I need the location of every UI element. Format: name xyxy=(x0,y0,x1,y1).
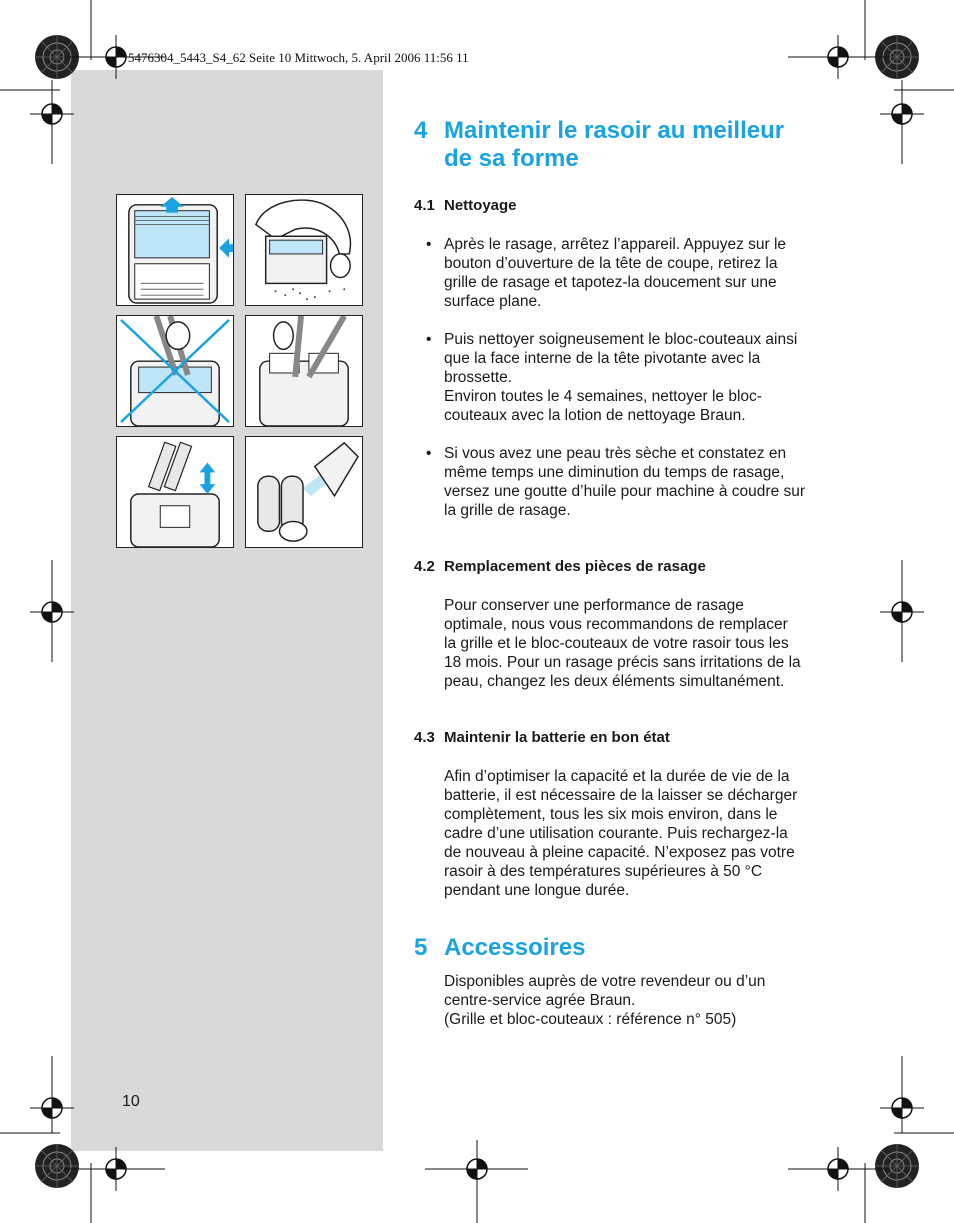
accessories-paragraph: Disponibles auprès de votre revendeur ou d’un centre-service agrée Braun. (Grille et bloc-couteaux : référence n° 505) xyxy=(444,973,766,1028)
section-4-heading xyxy=(414,117,834,173)
illustration-grid xyxy=(116,194,364,550)
section-number: 4 xyxy=(414,117,428,144)
subsection-4-3-heading: 4.3 Maintenir la batterie en bon état xyxy=(414,729,670,746)
subsection-4-2-heading: 4.2 Remplacement des pièces de rasage xyxy=(414,558,706,575)
battery-paragraph: Afin d’optimiser la capacité et la durée de vie de la batterie, il est nécessaire de la laisser se décharger complètement, tous les six mois environ, dans le cadre d’une utilisation courante. Puis rechargez-la de nouveau à pleine capacité. N’exposez pas votre rasoir à des températures supérieures à 50 °C pendant une longue durée. xyxy=(444,768,798,899)
page-number: 10 xyxy=(122,1093,140,1110)
content-column xyxy=(414,117,834,1029)
list-item: • Si vous avez une peau très sèche et constatez en même temps une diminution du temps de rasage, versez une goutte d’huile pour machine à coudre sur la grille de rasage. xyxy=(414,444,834,520)
tap-foil-illustration xyxy=(245,194,363,306)
shaver-remove-foil-illustration xyxy=(116,194,234,306)
subsection-4-1-heading: 4.1 Nettoyage xyxy=(414,197,517,214)
brush-cutter-block-illustration xyxy=(245,315,363,427)
oil-foil-illustration xyxy=(245,436,363,548)
section-title: Maintenir le rasoir au meilleur de sa forme xyxy=(444,117,785,172)
list-item: • Puis nettoyer soigneusement le bloc-couteaux ainsi que la face interne de la tête pivotante avec la brossette. Environ toutes le 4 semaines, nettoyer le bloc- couteaux avec la lotion de nettoyage Braun. xyxy=(414,330,834,425)
section-5-heading: 5 Accessoires xyxy=(414,934,586,961)
remove-cutter-blocks-illustration xyxy=(116,436,234,548)
cleaning-steps-list xyxy=(414,235,834,520)
do-not-brush-foil-illustration xyxy=(116,315,234,427)
list-item: • Après le rasage, arrêtez l’appareil. Appuyez sur le bouton d’ouverture de la tête de coupe, retirez la grille de rasage et tapotez-la doucement sur une surface plane. xyxy=(414,235,834,311)
replacement-paragraph: Pour conserver une performance de rasage optimale, nous vous recommandons de remplacer la grille et le bloc-couteaux de votre rasoir tous les 18 mois. Pour un rasage précis sans irritations de la peau, changez les deux éléments simultanément. xyxy=(444,597,801,690)
print-header: 5476304_5443_S4_62 Seite 10 Mittwoch, 5. April 2006 11:56 11 xyxy=(128,50,469,65)
